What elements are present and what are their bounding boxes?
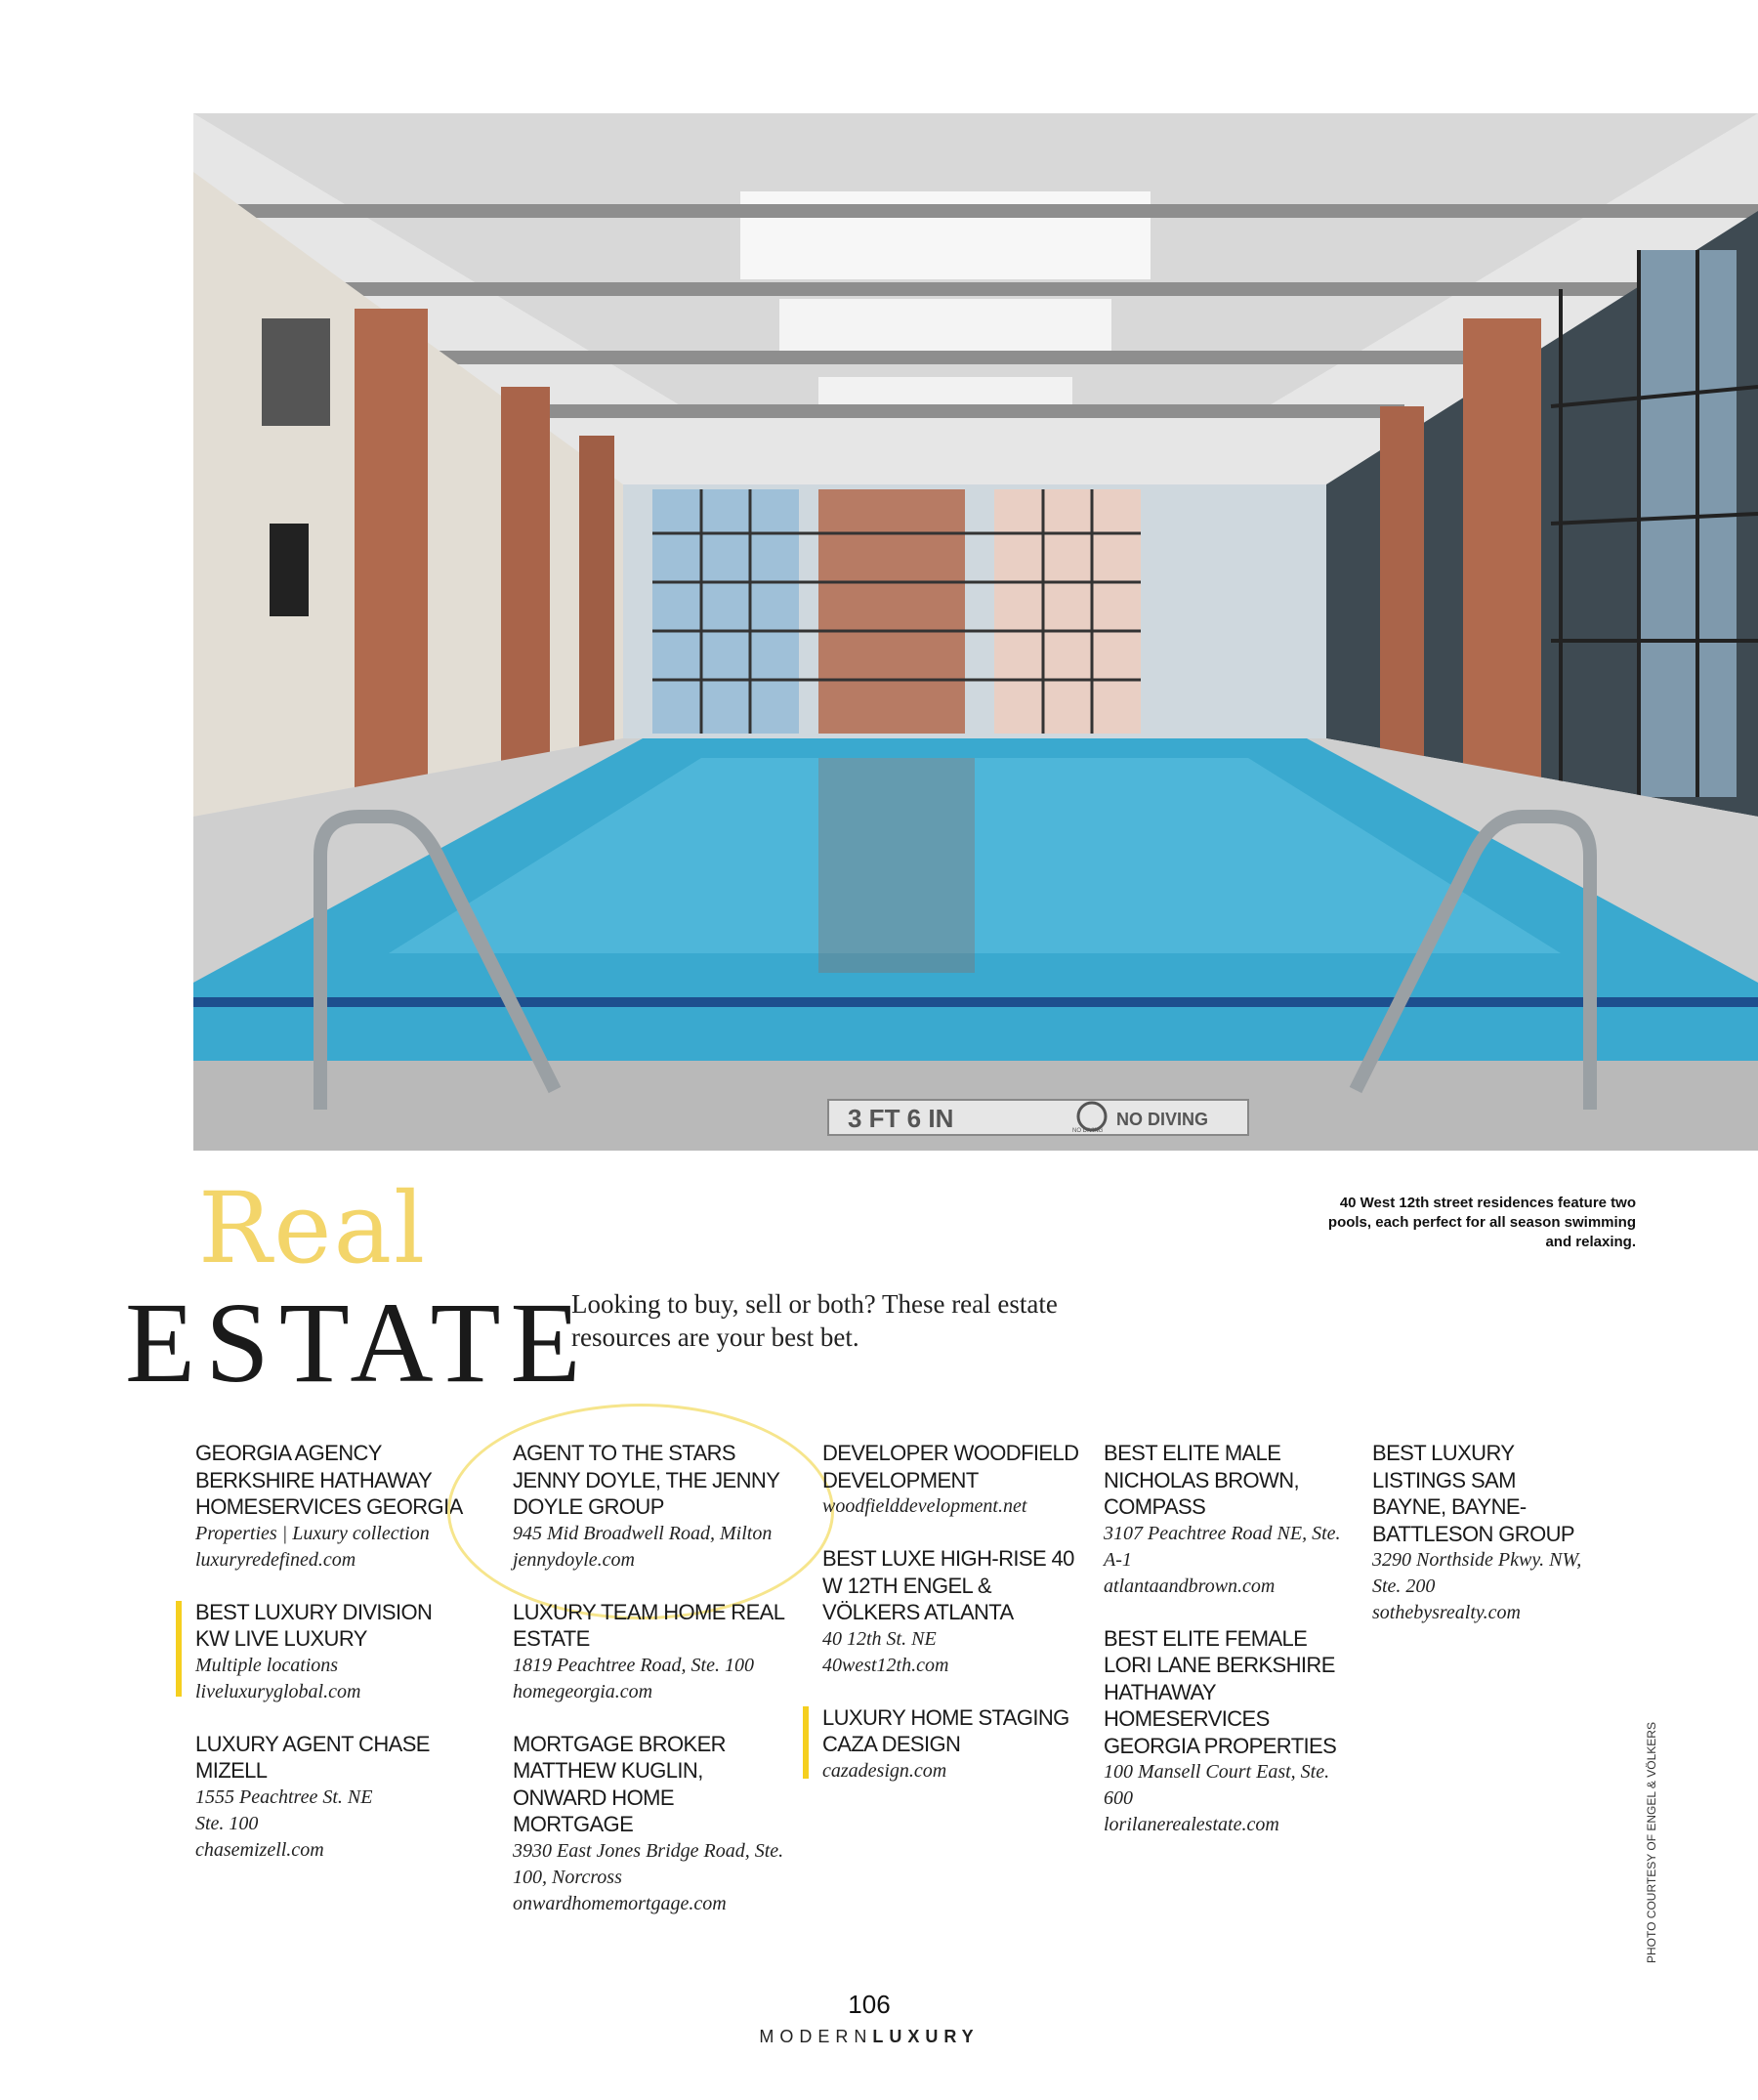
brand-logo [0,2027,1738,2047]
hero-photo [193,113,1758,1151]
entry-detail: 1819 Peachtree Road, Ste. 100 [513,1654,754,1676]
list-item [513,1731,796,1917]
entry-heading: LUXURY HOME STAGING CAZA DESIGN [822,1704,1069,1756]
column-4 [1104,1440,1343,1864]
entry-detail: 945 Mid Broadwell Road, Milton [513,1522,773,1544]
entry-detail: 3107 Peachtree Road NE, Ste. A-1 [1104,1522,1341,1571]
no-diving-sign: NO DIVING [1116,1110,1209,1129]
entry-website[interactable]: 40west12th.com [822,1654,949,1676]
list-item [195,1599,464,1705]
column-2 [513,1440,796,1943]
entry-detail: Properties | Luxury collection [195,1522,430,1544]
entry-heading: LUXURY AGENT CHASE MIZELL [195,1731,430,1783]
photo-caption: 40 West 12th street residences feature two pools, each perfect for all season swimming and relaxing. [1327,1195,1636,1250]
list-item [195,1440,464,1574]
entry-heading: BEST LUXE HIGH-RISE 40 W 12TH ENGEL & VÖLKERS ATLANTA [822,1546,1074,1624]
entry-website[interactable]: luxuryredefined.com [195,1548,356,1571]
entry-detail: 40 12th St. NE [822,1627,937,1650]
list-item [513,1599,796,1705]
list-item [513,1440,796,1574]
entry-website[interactable]: woodfielddevelopment.net [822,1495,1027,1517]
list-item [1104,1625,1343,1839]
entry-detail: 1555 Peachtree St. NE [195,1785,373,1808]
entry-detail: 3290 Northside Pkwy. NW, Ste. 200 [1372,1549,1582,1597]
accent-bar [803,1706,809,1779]
list-item [195,1731,464,1864]
intro-text: Looking to buy, sell or both? These real estate resources are your best bet. [571,1289,1058,1352]
entry-website[interactable]: chasemizell.com [195,1838,324,1861]
list-item [822,1704,1086,1785]
entry-heading: GEORGIA AGENCY BERKSHIRE HATHAWAY HOMESERVICES GEORGIA [195,1441,463,1519]
entry-website[interactable]: onwardhomemortgage.com [513,1892,727,1914]
list-item [1372,1440,1592,1626]
accent-bar [176,1601,182,1697]
entry-detail: Ste. 100 [195,1812,259,1834]
entry-website[interactable]: lorilanerealestate.com [1104,1814,1279,1835]
entry-detail: 3930 East Jones Bridge Road, Ste. 100, Norcross [513,1839,784,1888]
entry-heading: BEST LUXURY DIVISION KW LIVE LUXURY [195,1599,433,1651]
page-number: 106 [848,1990,891,2019]
entry-heading: BEST LUXURY LISTINGS SAM BAYNE, BAYNE-BATTLESON GROUP [1372,1441,1574,1546]
brand-light: MODERN [759,2027,873,2046]
entry-website[interactable]: cazadesign.com [822,1759,947,1782]
entry-heading: BEST ELITE MALE NICHOLAS BROWN, COMPASS [1104,1441,1300,1519]
entry-detail: 100 Mansell Court East, Ste. 600 [1104,1761,1330,1809]
column-5 [1372,1440,1592,1652]
entry-website[interactable]: homegeorgia.com [513,1680,653,1702]
entry-heading: AGENT TO THE STARS JENNY DOYLE, THE JENNY DOYLE GROUP [513,1441,779,1519]
column-3 [822,1440,1086,1810]
list-item [1104,1440,1343,1600]
entry-website[interactable]: sothebysrealty.com [1372,1602,1522,1623]
photo-credit: PHOTO COURTESY OF ENGEL & VÖLKERS [1645,1722,1658,1963]
column-1 [195,1440,464,1889]
entry-website[interactable]: liveluxuryglobal.com [195,1680,361,1702]
depth-sign: 3 FT 6 IN [848,1104,954,1133]
section-title: ESTATE [125,1279,591,1407]
list-item [822,1440,1086,1520]
entry-website[interactable]: atlantaandbrown.com [1104,1575,1276,1597]
entry-detail: Multiple locations [195,1654,339,1676]
pool-illustration [193,113,1758,1151]
entry-heading: DEVELOPER WOODFIELD DEVELOPMENT [822,1441,1079,1492]
entry-website[interactable]: jennydoyle.com [513,1548,635,1571]
entry-heading: MORTGAGE BROKER MATTHEW KUGLIN, ONWARD HOME MORTGAGE [513,1731,726,1836]
brand-bold: LUXURY [872,2027,980,2046]
entry-heading: LUXURY TEAM HOME REAL ESTATE [513,1599,784,1651]
entry-heading: BEST ELITE FEMALE LORI LANE BERKSHIRE HATHAWAY HOMESERVICES GEORGIA PROPERTIES [1104,1625,1337,1758]
no-diving-icon-text: NO DIVING [1072,1128,1104,1134]
list-item [822,1545,1086,1679]
section-title-accent: Real [198,1171,428,1285]
